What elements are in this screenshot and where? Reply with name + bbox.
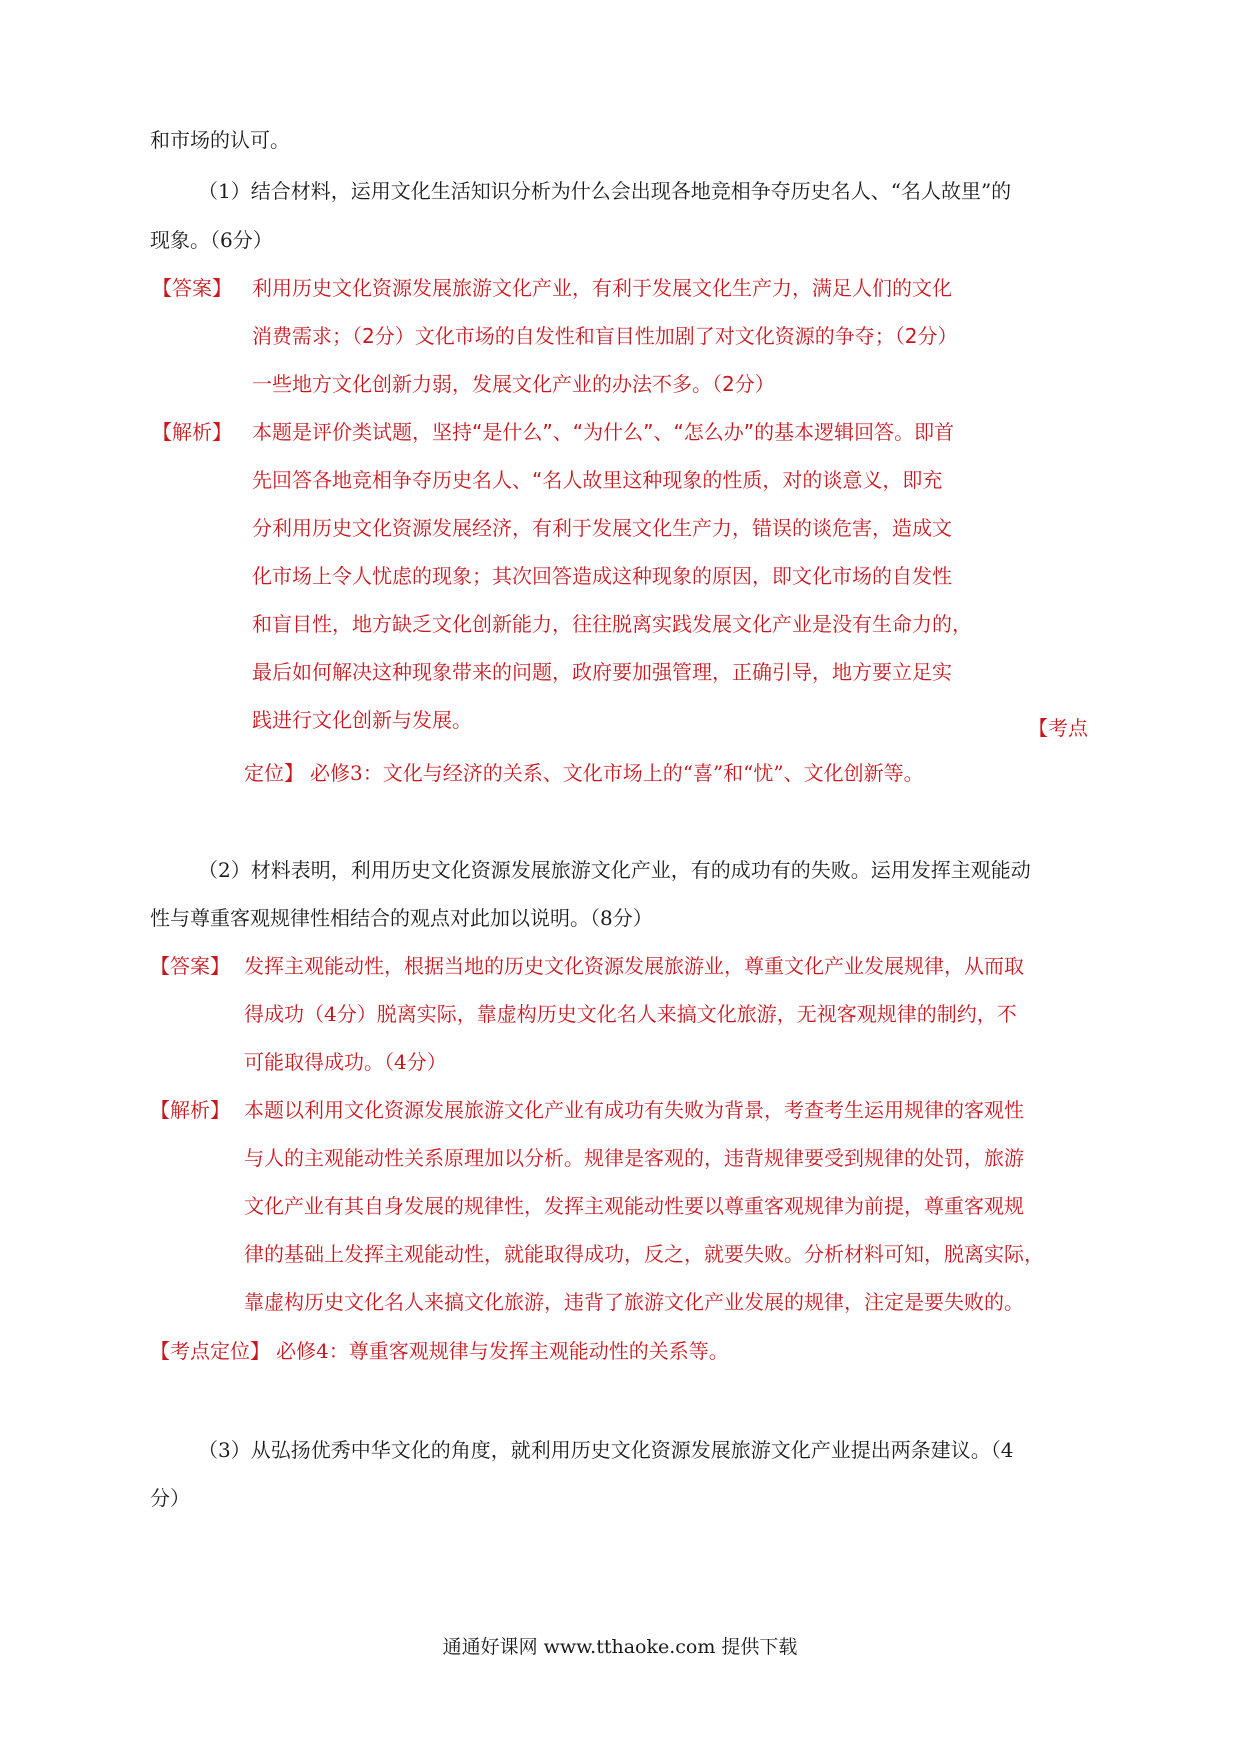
analysis-1-line-7: 践进行文化创新与发展。	[252, 708, 472, 732]
analysis-2-line-3: 文化产业有其自身发展的规律性，发挥主观能动性要以尊重客观规律为前提，尊重客观规	[244, 1194, 1024, 1218]
answer-1-line-3: 一些地方文化创新力弱，发展文化产业的办法不多。（2分）	[252, 372, 775, 396]
question-1-line-2: 现象。（6分）	[150, 228, 273, 252]
analysis-1-line-3: 分利用历史文化资源发展经济，有利于发展文化生产力，错误的谈危害，造成文	[252, 516, 952, 540]
paragraph-tail: 和市场的认可。	[150, 128, 290, 152]
kaodian-2-tag: 【考点定位】	[150, 1339, 270, 1363]
kaodian-1-tag-start: 【考点	[1028, 716, 1088, 740]
question-3-line-2: 分）	[150, 1486, 190, 1510]
answer-2-tag: 【答案】	[150, 954, 230, 978]
kaodian-1-text: 必修3：文化与经济的关系、文化市场上的“喜”和“忧”、文化创新等。	[310, 761, 924, 785]
analysis-1-line-4: 化市场上令人忧虑的现象；其次回答造成这种现象的原因，即文化市场的自发性	[252, 564, 952, 588]
question-2-line-1: （2）材料表明，利用历史文化资源发展旅游文化产业，有的成功有的失败。运用发挥主观能动	[198, 858, 1031, 882]
question-1-line-1: （1）结合材料，运用文化生活知识分析为什么会出现各地竞相争夺历史名人、“名人故里”的	[198, 179, 1012, 203]
question-3-line-1: （3）从弘扬优秀中华文化的角度，就利用历史文化资源发展旅游文化产业提出两条建议。（4	[198, 1438, 1014, 1462]
question-2-line-2: 性与尊重客观规律性相结合的观点对此加以说明。（8分）	[150, 906, 653, 930]
answer-2-line-2: 得成功（4分）脱离实际，靠虚构历史文化名人来搞文化旅游，无视客观规律的制约，不	[244, 1002, 1017, 1026]
analysis-2-line-4: 律的基础上发挥主观能动性，就能取得成功，反之，就要失败。分析材料可知，脱离实际，	[244, 1242, 1044, 1266]
analysis-1-line-1: 本题是评价类试题，坚持“是什么”、“为什么”、“怎么办”的基本逻辑回答。即首	[252, 420, 955, 444]
answer-2-line-3: 可能取得成功。（4分）	[244, 1050, 447, 1074]
analysis-2-line-1: 本题以利用文化资源发展旅游文化产业有成功有失败为背景，考查考生运用规律的客观性	[244, 1098, 1024, 1122]
analysis-2-tag: 【解析】	[150, 1098, 230, 1122]
analysis-1-tag: 【解析】	[152, 420, 232, 444]
analysis-2-line-2: 与人的主观能动性关系原理加以分析。规律是客观的，违背规律要受到规律的处罚，旅游	[244, 1146, 1024, 1170]
analysis-1-line-2: 先回答各地竞相争夺历史名人、“名人故里这种现象的性质，对的谈意义，即充	[252, 468, 943, 492]
kaodian-1-tag-end: 定位】	[244, 761, 304, 785]
answer-1-line-2: 消费需求；（2分）文化市场的自发性和盲目性加剧了对文化资源的争夺；（2分）	[252, 324, 958, 348]
analysis-1-line-5: 和盲目性，地方缺乏文化创新能力，往往脱离实践发展文化产业是没有生命力的，	[252, 612, 972, 636]
kaodian-2-text: 必修4：尊重客观规律与发挥主观能动性的关系等。	[276, 1339, 729, 1363]
page-footer: 通通好课网 www.tthaoke.com 提供下载	[442, 1636, 798, 1658]
answer-2-line-1: 发挥主观能动性，根据当地的历史文化资源发展旅游业，尊重文化产业发展规律，从而取	[244, 954, 1024, 978]
analysis-2-line-5: 靠虚构历史文化名人来搞文化旅游，违背了旅游文化产业发展的规律，注定是要失败的。	[244, 1290, 1024, 1314]
answer-1-line-1: 利用历史文化资源发展旅游文化产业，有利于发展文化生产力，满足人们的文化	[252, 276, 952, 300]
analysis-1-line-6: 最后如何解决这种现象带来的问题，政府要加强管理，正确引导，地方要立足实	[252, 660, 952, 684]
answer-1-tag: 【答案】	[152, 276, 232, 300]
